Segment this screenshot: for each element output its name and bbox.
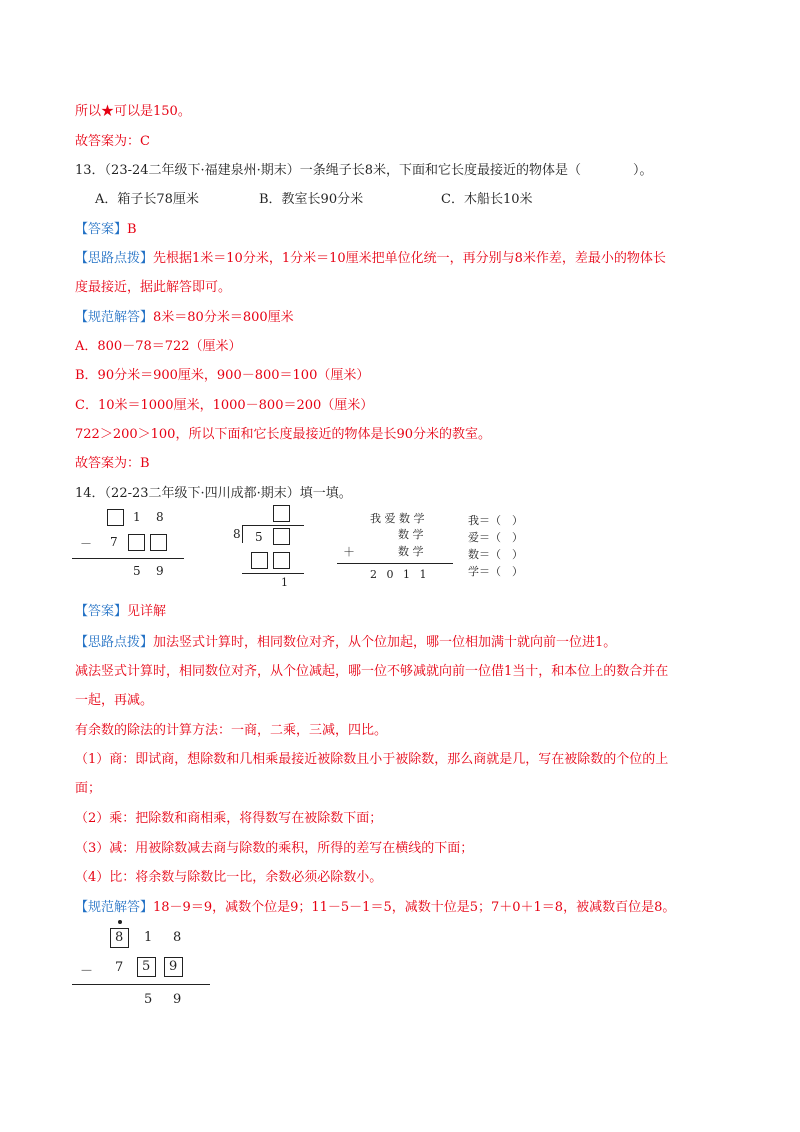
text-line: （2）乘：把除数和商相乘，将得数写在被除数下面； bbox=[75, 811, 383, 826]
quotient-box bbox=[273, 505, 290, 522]
hint-text: 先根据1米＝10分米，1分米＝10厘米把单位化统一，再分别与8米作差，差最小的物体长 bbox=[153, 251, 666, 266]
minus-sign: － bbox=[80, 964, 94, 979]
hint-14 bbox=[75, 631, 616, 650]
answer-tag: 【答案】 bbox=[75, 222, 128, 237]
plus-sign: ＋ bbox=[343, 545, 356, 559]
solved-subtraction-figure bbox=[70, 918, 215, 1013]
text-line: （4）比：将余数与除数比一比，余数必须必除数小。 bbox=[75, 870, 383, 885]
division-figure bbox=[228, 503, 308, 589]
digit: 9 bbox=[173, 992, 182, 1007]
text-line: 一起，再减。 bbox=[75, 693, 154, 708]
digit: 8 bbox=[173, 930, 182, 945]
digit: 5 bbox=[144, 992, 153, 1007]
division-bar bbox=[242, 525, 304, 526]
rule-line bbox=[242, 573, 304, 574]
digit: 8 bbox=[115, 930, 124, 945]
addend-row: 数 学 bbox=[398, 528, 424, 541]
addend-row: 我 爱 数 学 bbox=[370, 512, 425, 525]
blank-item: 数＝（ ） bbox=[468, 548, 523, 561]
text-line: 722＞200＞100，所以下面和它长度最接近的物体是长90分米的教室。 bbox=[75, 427, 491, 442]
carry-dot bbox=[118, 920, 122, 924]
digit: 7 bbox=[115, 960, 124, 975]
solution-tag: 【规范解答】 bbox=[75, 310, 154, 325]
blank-item: 学＝（ ） bbox=[468, 565, 523, 578]
hint-text: 加法竖式计算时，相同数位对齐，从个位加起，哪一位相加满十就向前一位进1。 bbox=[153, 635, 617, 650]
hint-tag: 【思路点拨】 bbox=[75, 251, 154, 266]
solution-14 bbox=[75, 896, 675, 915]
answer-tag: 【答案】 bbox=[75, 604, 128, 619]
digit: 8 bbox=[156, 510, 164, 524]
text-line: 减法竖式计算时，相同数位对齐，从个位减起，哪一位不够减就向前一位借1当十，和本位上的数合并在 bbox=[75, 664, 669, 679]
question-14: 14．（22-23二年级下·四川成都·期末）填一填。 bbox=[75, 486, 352, 501]
text-line: A．800－78＝722（厘米） bbox=[75, 339, 242, 354]
answer-13 bbox=[75, 218, 137, 237]
blank-box bbox=[107, 509, 124, 526]
text-line: 故答案为：C bbox=[75, 134, 150, 149]
solution-text: 8米＝80分米＝800厘米 bbox=[153, 310, 294, 325]
text-line: （1）商：即试商，想除数和几相乘最接近被除数且小于被除数，那么商就是几，写在被除数的个位的上 bbox=[75, 752, 669, 767]
digit: 9 bbox=[169, 959, 178, 974]
blank-box bbox=[273, 552, 290, 569]
rule-line bbox=[72, 984, 210, 985]
blank-box bbox=[251, 552, 268, 569]
solution-text: 18－9＝9，减数个位是9；11－5－1＝5，减数十位是5；7＋0＋1＝8，被减数百位是8。 bbox=[153, 900, 676, 915]
text-line: 面； bbox=[75, 781, 102, 796]
answer-14 bbox=[75, 600, 166, 619]
text-line: 所以★可以是150。 bbox=[75, 104, 191, 119]
option-b: B．教室长90分米 bbox=[259, 192, 364, 207]
text-line: 故答案为：B bbox=[75, 456, 150, 471]
digit: 5 bbox=[255, 530, 263, 544]
rule-line bbox=[337, 563, 453, 564]
remainder: 1 bbox=[281, 576, 288, 589]
text-line: （3）减：用被除数减去商与除数的乘积，所得的差写在横线的下面； bbox=[75, 841, 474, 856]
digit: 9 bbox=[156, 564, 164, 578]
divisor: 8 bbox=[233, 527, 241, 541]
blank-item: 我＝（ ） bbox=[468, 514, 523, 527]
text-line: 有余数的除法的计算方法：一商，二乘，三减，四比。 bbox=[75, 723, 388, 738]
options-13 bbox=[0, 188, 800, 206]
addend-row: 数 学 bbox=[398, 545, 424, 558]
digit: 5 bbox=[133, 564, 141, 578]
answer-value: B bbox=[127, 222, 137, 237]
answer-value: 见详解 bbox=[127, 604, 167, 619]
digit: 7 bbox=[110, 535, 118, 549]
digit: 5 bbox=[142, 959, 151, 974]
option-a: A．箱子长78厘米 bbox=[95, 192, 199, 207]
hint-tag: 【思路点拨】 bbox=[75, 635, 154, 650]
blank-box bbox=[273, 528, 290, 545]
blank-box bbox=[150, 534, 167, 551]
hint-13 bbox=[75, 247, 666, 266]
solution-tag: 【规范解答】 bbox=[75, 900, 154, 915]
subtraction-figure bbox=[70, 505, 190, 583]
blank-box bbox=[128, 534, 145, 551]
digit: 1 bbox=[133, 510, 141, 524]
text-line: C．10米＝1000厘米，1000－800＝200（厘米） bbox=[75, 398, 374, 413]
digit: 1 bbox=[144, 930, 153, 945]
sum-row: 2 0 1 1 bbox=[370, 568, 430, 581]
option-c: C．木船长10米 bbox=[441, 192, 533, 207]
solution-13 bbox=[75, 306, 294, 325]
question-13: 13．（23-24二年级下·福建泉州·期末）一条绳子长8米，下面和它长度最接近的物体是（ ）。 bbox=[75, 163, 653, 178]
minus-sign: － bbox=[80, 537, 93, 551]
blank-item: 爱＝（ ） bbox=[468, 531, 523, 544]
blanks-list bbox=[468, 512, 548, 582]
text-line: 度最接近，据此解答即可。 bbox=[75, 280, 232, 295]
text-line: B．90分米＝900厘米，900－800＝100（厘米） bbox=[75, 368, 370, 383]
division-bracket bbox=[242, 525, 243, 543]
addition-figure bbox=[335, 510, 455, 586]
rule-line bbox=[72, 558, 184, 559]
